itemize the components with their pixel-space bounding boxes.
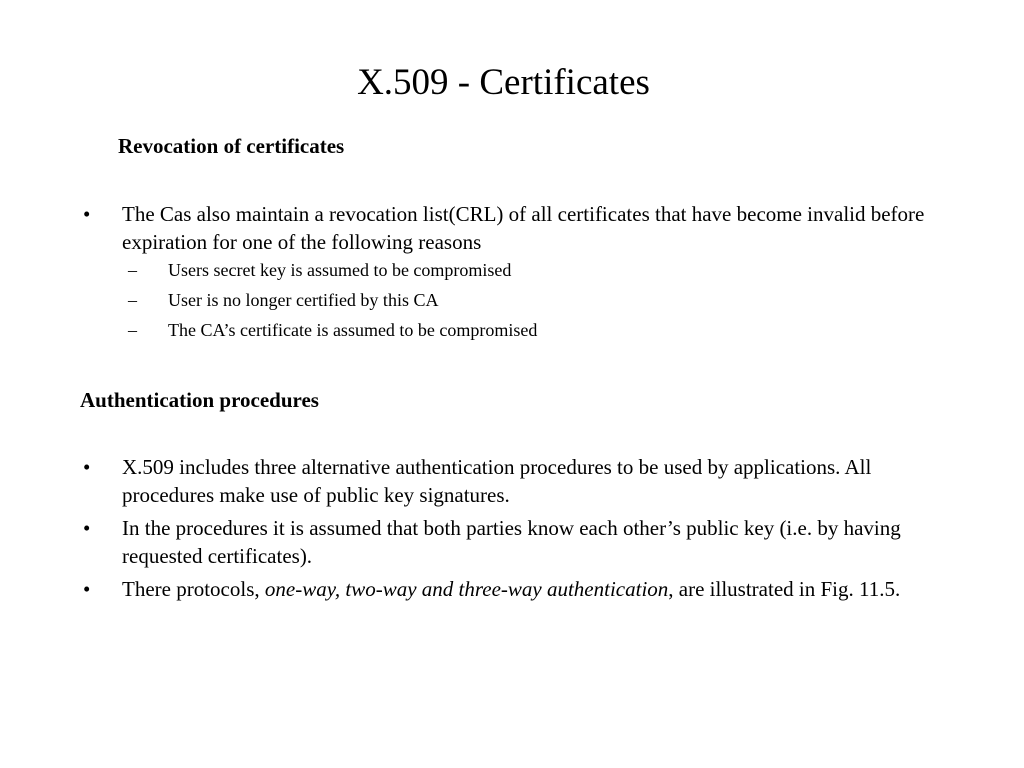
bullet-text-after: , are illustrated in Fig. 11.5. — [668, 577, 901, 601]
sub-bullet-item — [0, 288, 1000, 312]
sub-bullet-item — [0, 258, 1000, 282]
slide-title: X.509 - Certificates — [357, 62, 650, 103]
bullet-text: In the procedures it is assumed that both parties know each other’s public key (i.e. by having requested certificates). — [122, 516, 901, 568]
sub-bullet-text: User is no longer certified by this CA — [168, 290, 439, 310]
bullet-text-before: There protocols, — [122, 577, 265, 601]
bullet-item — [0, 576, 927, 604]
bullet-marker: • — [83, 202, 91, 226]
dash-marker: – — [128, 260, 137, 280]
sub-bullet-item — [0, 318, 1000, 342]
bullet-item — [0, 454, 927, 509]
bullet-marker: • — [83, 455, 91, 479]
authentication-bullet-list — [0, 454, 1000, 610]
bullet-item — [0, 515, 927, 570]
bullet-text: X.509 includes three alternative authentication procedures to be used by applications. All procedures make use of public key signatures. — [122, 455, 872, 507]
dash-marker: – — [128, 290, 137, 310]
bullet-item — [0, 201, 927, 256]
bullet-marker: • — [83, 577, 91, 601]
dash-marker: – — [128, 320, 137, 340]
section-heading-revocation: Revocation of certificates — [118, 134, 345, 158]
revocation-bullet-list — [0, 201, 1000, 348]
bullet-text: The Cas also maintain a revocation list(CRL) of all certificates that have become invalid before expiration for one of the following reasons — [122, 202, 925, 254]
section-heading-authentication: Authentication procedures — [80, 388, 319, 412]
bullet-text-italic: one-way, two-way and three-way authentication — [264, 577, 669, 601]
sub-bullet-text: The CA’s certificate is assumed to be compromised — [168, 320, 538, 340]
bullet-marker: • — [83, 516, 91, 540]
sub-bullet-text: Users secret key is assumed to be compromised — [168, 260, 512, 280]
